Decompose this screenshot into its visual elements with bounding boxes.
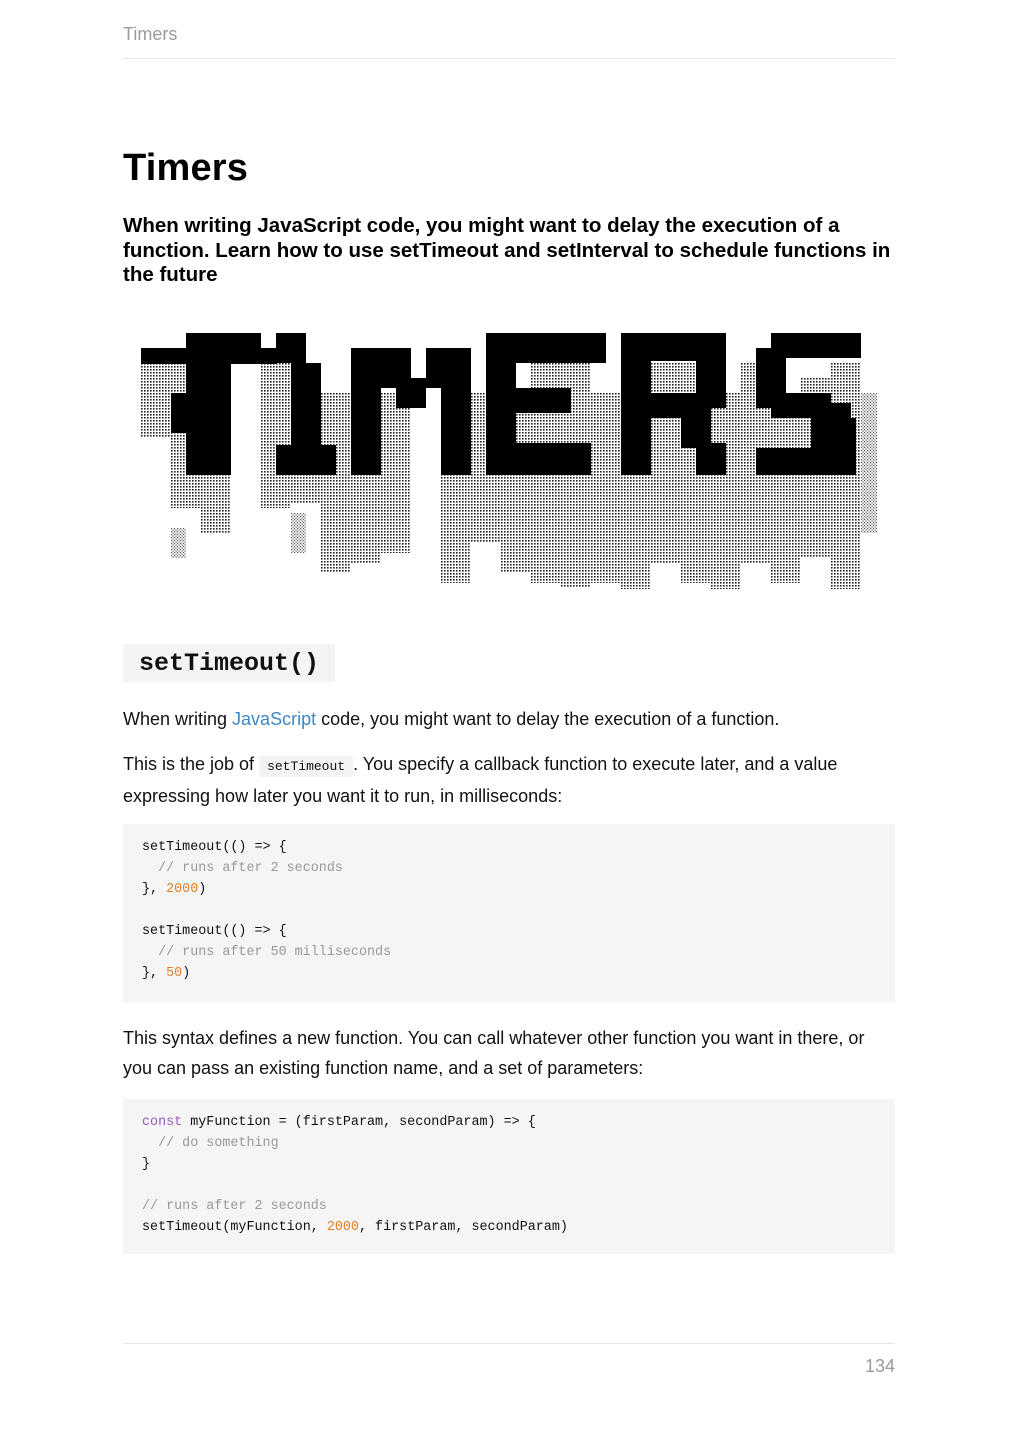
header-divider — [123, 58, 895, 59]
paragraph-intro — [123, 705, 895, 735]
text: When writing — [123, 709, 233, 729]
section-heading: setTimeout() — [139, 648, 320, 678]
text: code, you might want to delay the execution of a function. — [316, 709, 780, 729]
timers-banner-image — [141, 333, 877, 589]
inline-code-settimeout: setTimeout — [259, 756, 353, 777]
section-heading-box — [123, 644, 335, 682]
paragraph-settimeout — [123, 750, 895, 811]
text: . You specify a callback function to execute later, and a value expressing how later you want it to run, in milliseconds: — [123, 754, 838, 806]
code-line: setTimeout(() => { — [142, 924, 287, 939]
running-header: Timers — [123, 24, 178, 44]
code-line: // do something — [142, 1136, 279, 1151]
code-line: }, 50) — [142, 966, 191, 981]
code-block-2 — [123, 1099, 895, 1254]
code-line: } — [142, 1157, 151, 1172]
code-block-1 — [123, 824, 895, 1002]
page-number: 134 — [864, 1356, 895, 1376]
javascript-link[interactable]: JavaScript — [232, 709, 317, 729]
text: This is the job of — [123, 754, 260, 774]
code-line: setTimeout(myFunction, 2000, firstParam, secondParam) — [142, 1220, 568, 1235]
code-line: setTimeout(() => { — [142, 840, 287, 855]
code-line: // runs after 2 seconds — [142, 1199, 327, 1214]
code-line: }, 2000) — [142, 882, 207, 897]
paragraph-syntax: This syntax defines a new function. You can call whatever other function you want in there, or you can pass an existing function name, and a set of parameters: — [123, 1028, 865, 1078]
code-line: // runs after 50 milliseconds — [142, 945, 392, 960]
code-line: const myFunction = (firstParam, secondParam) => { — [142, 1115, 536, 1130]
footer-divider — [123, 1343, 895, 1344]
code-line: // runs after 2 seconds — [142, 861, 343, 876]
page-title: Timers — [123, 147, 249, 189]
lead-paragraph: When writing JavaScript code, you might want to delay the execution of a function. Learn how to use setTimeout and setInterval to schedule functions in the future — [123, 214, 891, 286]
